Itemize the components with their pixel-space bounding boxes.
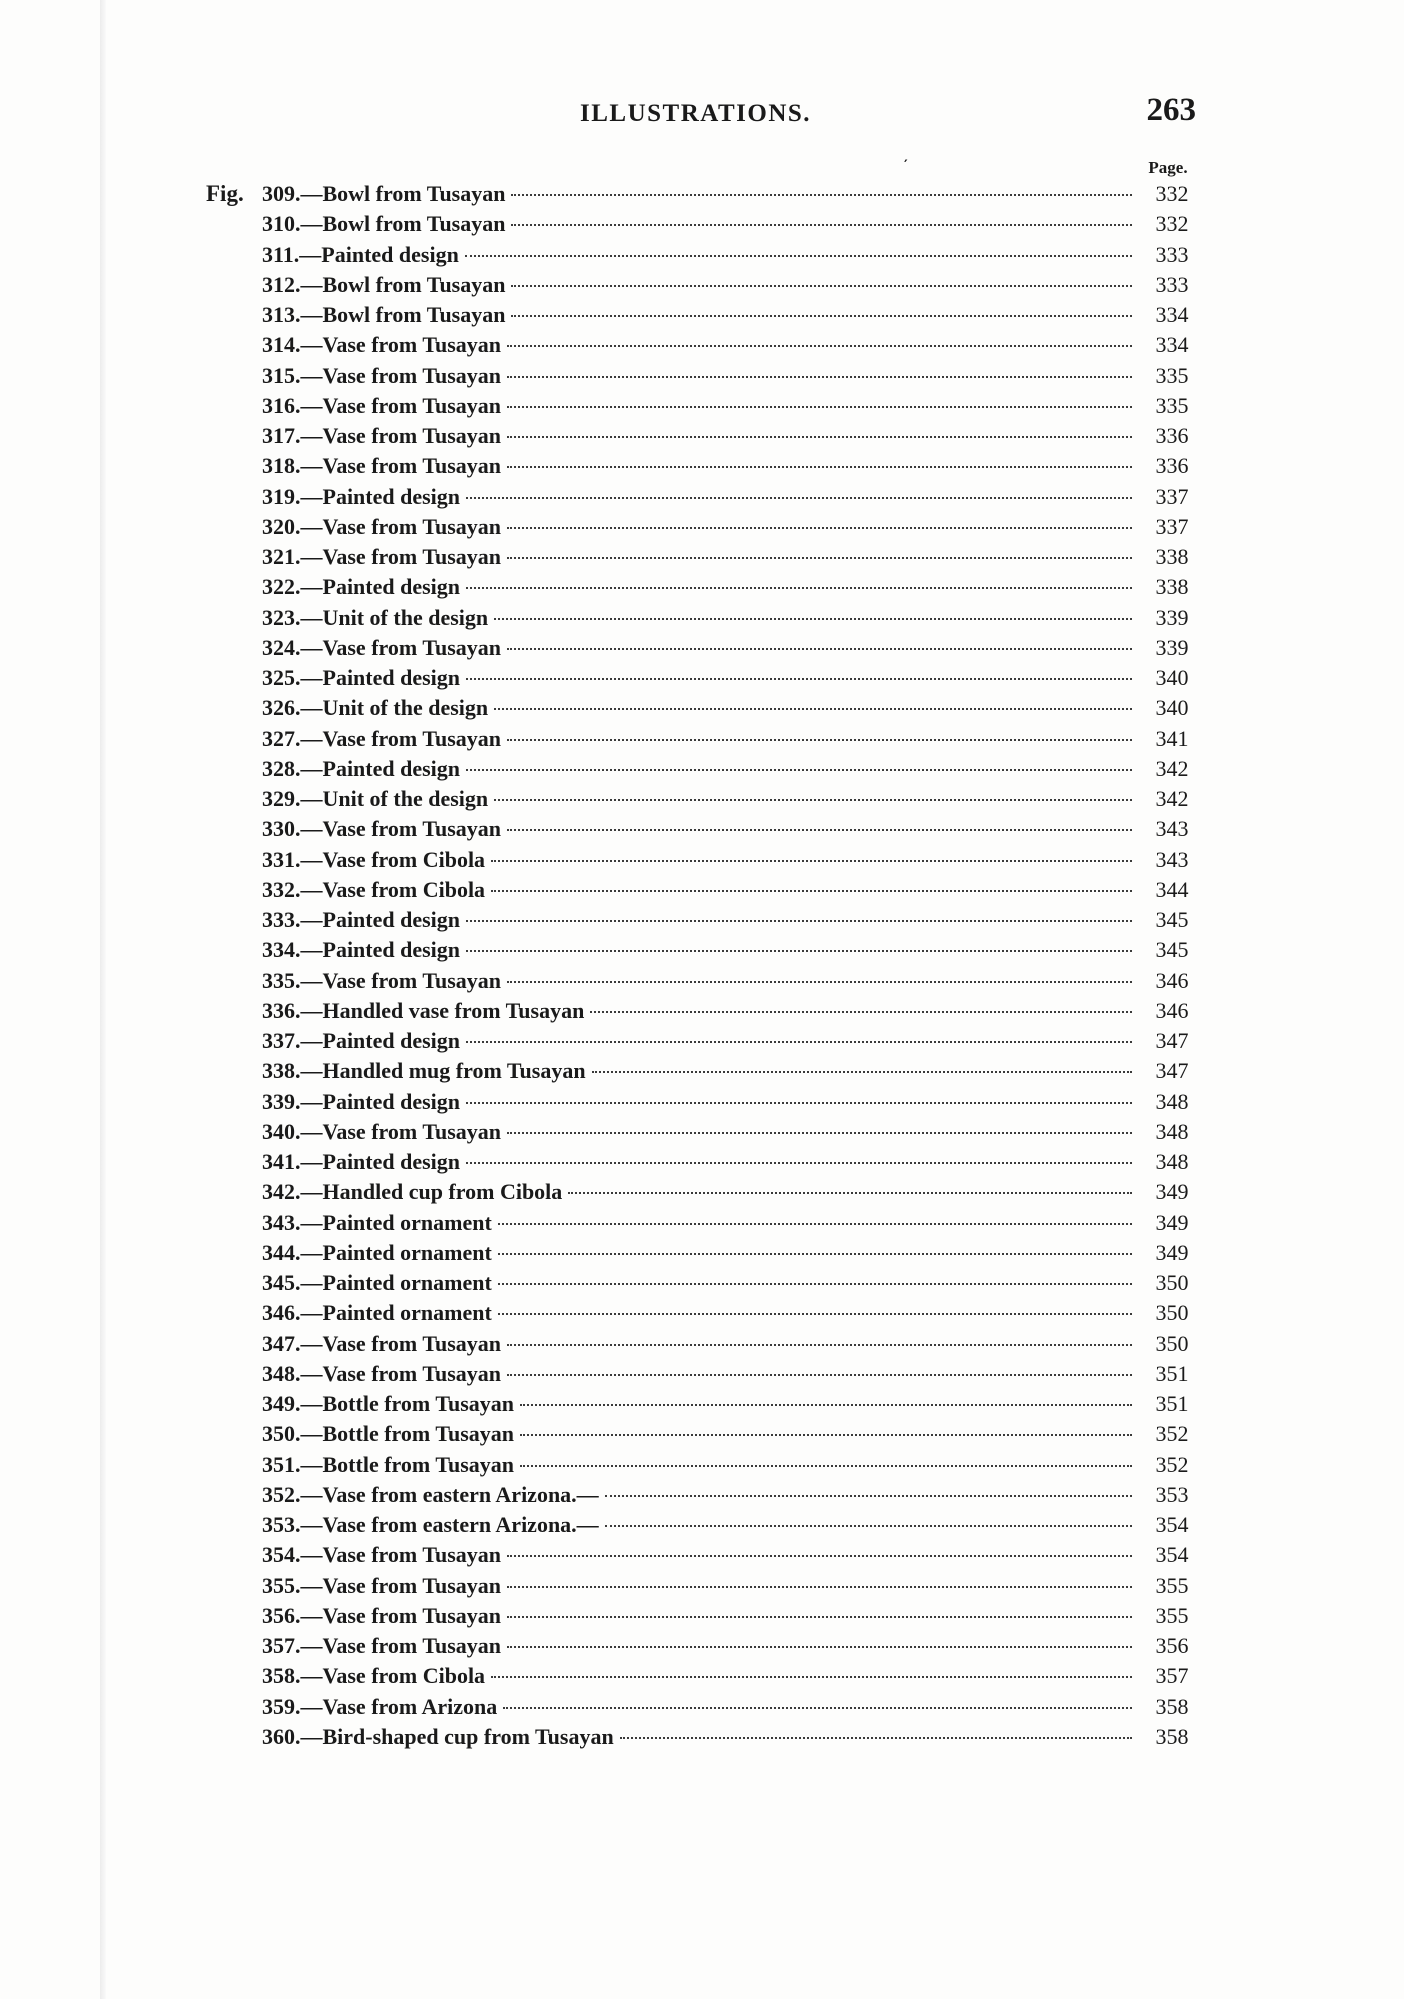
list-item: [262, 1210, 1202, 1240]
figure-page-number: 357: [1155, 1663, 1189, 1689]
dot-leader: [466, 587, 1132, 589]
figure-title: —Vase from Tusayan: [300, 1118, 502, 1144]
figure-page-number: 343: [1155, 816, 1189, 842]
list-item: [262, 1240, 1202, 1270]
figure-page-number: 358: [1155, 1723, 1189, 1749]
list-item: [262, 1724, 1202, 1754]
figure-number: 336.: [262, 997, 301, 1023]
list-item: [262, 211, 1202, 241]
dot-leader: [507, 557, 1132, 559]
figure-title: —Painted design: [300, 665, 461, 690]
figure-page-number: 355: [1155, 1572, 1189, 1598]
list-item: [262, 726, 1202, 756]
figure-number: 339.: [262, 1088, 301, 1114]
figure-title: —Vase from Cibola: [300, 1663, 486, 1689]
figure-title: —Bowl from Tusayan: [300, 211, 506, 237]
dot-leader: [498, 1253, 1132, 1255]
list-item: [262, 877, 1202, 907]
list-item: [262, 1300, 1202, 1330]
dot-leader: [503, 1707, 1132, 1709]
figure-number: 311.: [262, 241, 300, 267]
list-item: [262, 393, 1202, 423]
figure-number: 340.: [262, 1118, 301, 1144]
dot-leader: [466, 1041, 1132, 1043]
figure-page-number: 344: [1155, 876, 1189, 902]
dot-leader: [507, 1555, 1132, 1557]
dot-leader: [590, 1011, 1132, 1013]
dot-leader: [498, 1313, 1132, 1315]
figure-number: 320.: [262, 513, 301, 539]
figure-title: —Bottle from Tusayan: [300, 1391, 515, 1416]
figure-number: 344.: [262, 1239, 301, 1265]
dot-leader: [507, 829, 1132, 831]
figure-page-number: 349: [1155, 1179, 1189, 1205]
dot-leader: [520, 1404, 1132, 1406]
figure-number: 313.: [262, 302, 301, 327]
figure-page-number: 350: [1155, 1300, 1189, 1326]
figure-number: 355.: [262, 1572, 301, 1598]
list-item: [262, 1452, 1202, 1482]
figure-number: 326.: [262, 695, 301, 721]
figure-page-number: 352: [1155, 1451, 1189, 1477]
list-item: [262, 544, 1202, 574]
list-item: [262, 1058, 1202, 1088]
list-item: [262, 786, 1202, 816]
figure-title: —Handled mug from Tusayan: [300, 1058, 586, 1084]
dot-leader: [605, 1495, 1132, 1497]
figure-number: 332.: [262, 876, 301, 902]
figure-title: —Vase from Tusayan: [300, 513, 502, 539]
figure-title: —Vase from Tusayan: [300, 332, 502, 358]
figure-number: 354.: [262, 1542, 301, 1568]
figure-page-number: 342: [1155, 786, 1189, 811]
list-item: [262, 665, 1202, 695]
dot-leader: [620, 1737, 1132, 1739]
figure-number: 333.: [262, 907, 301, 932]
figure-page-number: 358: [1155, 1693, 1189, 1719]
figure-title: —Painted ornament: [300, 1239, 492, 1265]
figure-number: 342.: [262, 1179, 301, 1205]
figure-number: 349.: [262, 1391, 301, 1416]
figure-number: 343.: [262, 1209, 301, 1235]
list-item: [262, 816, 1202, 846]
figure-title: —Painted ornament: [300, 1270, 492, 1295]
figure-page-number: 354: [1155, 1512, 1189, 1537]
figure-page-number: 340: [1155, 695, 1189, 721]
list-item: [262, 756, 1202, 786]
list-item: [262, 1603, 1202, 1633]
figure-number: 330.: [262, 816, 301, 842]
list-item: [262, 1573, 1202, 1603]
figure-page-number: 352: [1155, 1421, 1189, 1447]
dot-leader: [507, 376, 1132, 378]
figure-number: 341.: [262, 1149, 301, 1174]
figure-title: —Handled vase from Tusayan: [300, 997, 585, 1023]
list-item: [262, 847, 1202, 877]
dot-leader: [466, 950, 1132, 952]
figure-number: 337.: [262, 1028, 301, 1053]
dot-leader: [466, 497, 1132, 499]
figure-number: 325.: [262, 665, 301, 690]
dot-leader: [507, 406, 1132, 408]
figure-title: —Vase from Tusayan: [300, 725, 502, 751]
dot-leader: [498, 1223, 1132, 1225]
figure-number: 357.: [262, 1633, 301, 1658]
figure-number: 316.: [262, 392, 301, 418]
figure-title: —Painted design: [300, 937, 461, 963]
figure-title: —Handled cup from Cibola: [300, 1179, 563, 1205]
list-item: [262, 695, 1202, 725]
dot-leader: [507, 1344, 1132, 1346]
figure-page-number: 338: [1155, 574, 1189, 600]
dot-leader: [466, 678, 1132, 680]
figure-page-number: 333: [1155, 271, 1189, 297]
dot-leader: [491, 1676, 1132, 1678]
list-item: [262, 484, 1202, 514]
figure-title: —Unit of the design: [300, 695, 489, 721]
figure-number: 312.: [262, 271, 301, 297]
page-number: 263: [1146, 92, 1196, 128]
figure-number: 350.: [262, 1421, 301, 1447]
figure-page-number: 333: [1155, 241, 1189, 267]
list-item: [262, 1149, 1202, 1179]
figure-title: —Painted design: [300, 755, 461, 781]
dot-leader: [491, 890, 1132, 892]
dot-leader: [568, 1192, 1132, 1194]
figure-page-number: 354: [1155, 1542, 1189, 1568]
figure-number: 360.: [262, 1723, 301, 1749]
figure-page-number: 336: [1155, 423, 1189, 448]
list-item: [262, 605, 1202, 635]
dot-leader: [507, 981, 1132, 983]
dot-leader: [466, 920, 1132, 922]
figure-page-number: 350: [1155, 1270, 1189, 1295]
dot-leader: [507, 1132, 1132, 1134]
dot-leader: [605, 1525, 1132, 1527]
figure-page-number: 341: [1155, 725, 1189, 751]
dot-leader: [511, 315, 1132, 317]
figure-title: —Painted design: [300, 907, 461, 932]
dot-leader: [507, 466, 1132, 468]
list-item: [262, 1633, 1202, 1663]
figure-page-number: 339: [1155, 634, 1189, 660]
figure-page-number: 348: [1155, 1118, 1189, 1144]
figure-page-number: 356: [1155, 1633, 1189, 1658]
figure-title: —Vase from Tusayan: [300, 423, 502, 448]
figure-page-number: 343: [1155, 846, 1189, 872]
dot-leader: [592, 1071, 1132, 1073]
figure-title: —Painted ornament: [300, 1300, 492, 1326]
illustration-list: [262, 181, 1202, 1754]
figure-number: 321.: [262, 544, 301, 569]
dot-leader: [507, 1646, 1132, 1648]
figure-title: —Painted design: [300, 1028, 461, 1053]
dot-leader: [466, 1102, 1132, 1104]
list-item: [262, 1089, 1202, 1119]
figure-title: —Vase from eastern Arizona.—: [300, 1512, 599, 1537]
list-item: [262, 423, 1202, 453]
figure-title: —Bottle from Tusayan: [300, 1421, 515, 1447]
dot-leader: [491, 860, 1132, 862]
figure-page-number: 348: [1155, 1088, 1189, 1114]
list-item: [262, 332, 1202, 362]
figure-number: 318.: [262, 453, 301, 479]
figure-title: —Painted design: [300, 483, 461, 509]
list-item: [262, 1270, 1202, 1300]
figure-title: —Bottle from Tusayan: [300, 1451, 515, 1477]
figure-page-number: 337: [1155, 513, 1189, 539]
figure-number: 356.: [262, 1602, 301, 1628]
dot-leader: [507, 1586, 1132, 1588]
figure-title: —Vase from Tusayan: [300, 1360, 502, 1386]
figure-page-number: 347: [1155, 1028, 1189, 1053]
list-item: [262, 181, 1202, 211]
figure-number: 327.: [262, 725, 301, 751]
list-item: [262, 1361, 1202, 1391]
figure-title: —Painted design: [300, 574, 461, 600]
figure-page-number: 335: [1155, 362, 1189, 388]
dot-leader: [507, 436, 1132, 438]
list-item: [262, 907, 1202, 937]
dot-leader: [511, 224, 1132, 226]
figure-title: —Unit of the design: [300, 604, 489, 630]
figure-number: 353.: [262, 1512, 301, 1537]
list-item: [262, 1694, 1202, 1724]
figure-title: —Vase from Tusayan: [300, 544, 502, 569]
figure-title: —Vase from eastern Arizona.—: [300, 1481, 599, 1507]
figure-number: 334.: [262, 937, 301, 963]
figure-page-number: 355: [1155, 1602, 1189, 1628]
figure-number: 319.: [262, 483, 301, 509]
dot-leader: [498, 1283, 1132, 1285]
figure-page-number: 351: [1155, 1391, 1189, 1416]
figure-page-number: 340: [1155, 665, 1189, 690]
figure-title: —Bowl from Tusayan: [300, 271, 506, 297]
figure-title: —Unit of the design: [300, 786, 489, 811]
figure-page-number: 336: [1155, 453, 1189, 479]
figure-number: 309.: [262, 181, 301, 206]
figure-page-number: 349: [1155, 1209, 1189, 1235]
figure-title: —Vase from Tusayan: [300, 1572, 502, 1598]
dot-leader: [494, 708, 1132, 710]
list-item: [262, 242, 1202, 272]
figure-title: —Vase from Tusayan: [300, 362, 502, 388]
list-item: [262, 1421, 1202, 1451]
list-item: [262, 514, 1202, 544]
list-item: [262, 1119, 1202, 1149]
list-item: [262, 937, 1202, 967]
dot-leader: [507, 527, 1132, 529]
scan-edge: [100, 0, 106, 1999]
figure-title: —Vase from Tusayan: [300, 967, 502, 993]
figure-page-number: 339: [1155, 604, 1189, 630]
figure-page-number: 332: [1155, 211, 1189, 237]
figure-title: —Vase from Tusayan: [300, 1602, 502, 1628]
list-item: [262, 1482, 1202, 1512]
dot-leader: [507, 739, 1132, 741]
page-column-header: Page.: [1148, 158, 1188, 177]
figure-title: —Vase from Tusayan: [300, 1330, 502, 1356]
figure-page-number: 350: [1155, 1330, 1189, 1356]
running-head: [200, 92, 1200, 142]
dot-leader: [520, 1434, 1132, 1436]
figure-page-number: 337: [1155, 483, 1189, 509]
figure-number: 358.: [262, 1663, 301, 1689]
figure-title: —Vase from Tusayan: [300, 1633, 502, 1658]
figure-title: —Painted ornament: [300, 1209, 492, 1235]
figure-number: 345.: [262, 1270, 301, 1295]
figure-number: 310.: [262, 211, 301, 237]
list-item: [262, 1391, 1202, 1421]
figure-title: —Bowl from Tusayan: [300, 302, 506, 327]
figure-page-number: 351: [1155, 1360, 1189, 1386]
list-item: [262, 1028, 1202, 1058]
list-item: [262, 1542, 1202, 1572]
figure-number: 348.: [262, 1360, 301, 1386]
running-title: ILLUSTRATIONS.: [580, 100, 812, 127]
list-item: [262, 1663, 1202, 1693]
figure-title: —Vase from Cibola: [300, 846, 486, 872]
figure-title: —Vase from Tusayan: [300, 392, 502, 418]
figure-title: —Vase from Tusayan: [300, 1542, 502, 1568]
figure-number: 359.: [262, 1693, 301, 1719]
figure-page-number: 349: [1155, 1239, 1189, 1265]
dot-leader: [520, 1465, 1132, 1467]
figure-number: 335.: [262, 967, 301, 993]
figure-title: —Painted design: [299, 241, 459, 267]
figure-page-number: 348: [1155, 1149, 1189, 1174]
figure-page-number: 353: [1155, 1481, 1189, 1507]
figure-title: —Painted design: [300, 1149, 461, 1174]
list-item: [262, 302, 1202, 332]
list-item: [262, 635, 1202, 665]
figure-page-number: 334: [1155, 302, 1189, 327]
figure-number: 346.: [262, 1300, 301, 1326]
dot-leader: [466, 769, 1132, 771]
figure-number: 329.: [262, 786, 301, 811]
figure-page-number: 345: [1155, 937, 1189, 963]
figure-number: 314.: [262, 332, 301, 358]
figure-page-number: 346: [1155, 997, 1189, 1023]
figure-page-number: 347: [1155, 1058, 1189, 1084]
figure-number: 322.: [262, 574, 301, 600]
tick-mark: ′: [904, 158, 908, 174]
figure-page-number: 346: [1155, 967, 1189, 993]
dot-leader: [507, 1374, 1132, 1376]
figure-number: 352.: [262, 1481, 301, 1507]
figure-title: —Vase from Tusayan: [300, 453, 502, 479]
figure-page-number: 334: [1155, 332, 1189, 358]
dot-leader: [507, 648, 1132, 650]
dot-leader: [466, 1162, 1132, 1164]
figure-title: —Vase from Tusayan: [300, 816, 502, 842]
figure-title: —Bird-shaped cup from Tusayan: [300, 1723, 614, 1749]
figure-title: —Bowl from Tusayan: [300, 181, 506, 206]
figure-number: 347.: [262, 1330, 301, 1356]
dot-leader: [511, 194, 1132, 196]
figure-page-number: 332: [1155, 181, 1189, 206]
figure-title: —Vase from Tusayan: [300, 634, 502, 660]
list-item: [262, 363, 1202, 393]
figure-number: 315.: [262, 362, 301, 388]
list-item: [262, 1179, 1202, 1209]
list-item: [262, 968, 1202, 998]
figure-number: 338.: [262, 1058, 301, 1084]
figure-page-number: 342: [1155, 755, 1189, 781]
dot-leader: [507, 1616, 1132, 1618]
fig-prefix: Fig.: [206, 181, 244, 206]
list-item: [262, 574, 1202, 604]
figure-number: 317.: [262, 423, 301, 448]
dot-leader: [494, 618, 1132, 620]
figure-title: —Vase from Cibola: [300, 876, 486, 902]
dot-leader: [494, 799, 1132, 801]
dot-leader: [511, 285, 1132, 287]
figure-number: 351.: [262, 1451, 301, 1477]
figure-number: 323.: [262, 604, 301, 630]
list-item: [262, 453, 1202, 483]
figure-page-number: 335: [1155, 392, 1189, 418]
list-item: [262, 998, 1202, 1028]
figure-number: 324.: [262, 634, 301, 660]
dot-leader: [507, 345, 1132, 347]
figure-page-number: 345: [1155, 907, 1189, 932]
list-item: [262, 1331, 1202, 1361]
dot-leader: [465, 255, 1132, 257]
figure-title: —Painted design: [300, 1088, 461, 1114]
figure-title: —Vase from Arizona: [300, 1693, 498, 1719]
figure-number: 328.: [262, 755, 301, 781]
figure-number: 331.: [262, 846, 301, 872]
list-item: [262, 1512, 1202, 1542]
list-item: [262, 272, 1202, 302]
figure-page-number: 338: [1155, 544, 1189, 569]
